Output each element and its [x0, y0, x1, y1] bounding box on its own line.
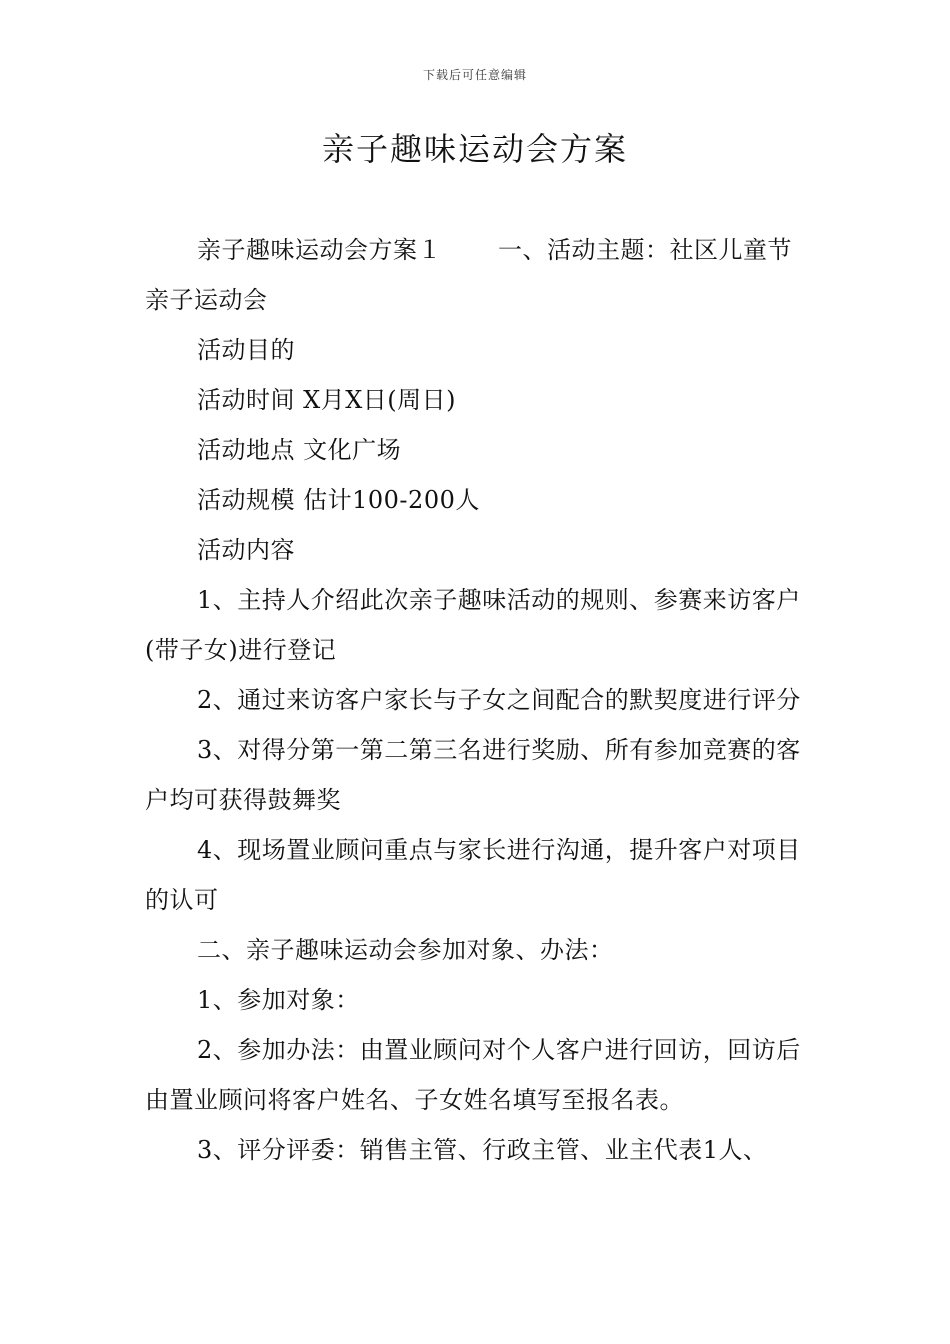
- intro-paragraph: [145, 225, 807, 325]
- paragraph-purpose: 活动目的: [197, 336, 295, 364]
- paragraph-scale: 活动规模 估计100-200人: [197, 486, 480, 514]
- paragraph-item-2: 2、通过来访客户家长与子女之间配合的默契度进行评分: [197, 686, 801, 714]
- intro-heading: 亲子趣味运动会方案１: [197, 236, 442, 264]
- section-two-heading: 二、亲子趣味运动会参加对象、办法：: [197, 936, 614, 964]
- paragraph-time: 活动时间 X月X日(周日): [197, 386, 457, 414]
- header-note: 下载后可任意编辑: [422, 68, 527, 82]
- document-body: [145, 225, 807, 1175]
- paragraph-item-3: 3、对得分第一第二第三名进行奖励、所有参加竞赛的客户均可获得鼓舞奖: [145, 736, 801, 814]
- document-title: 亲子趣味运动会方案: [321, 130, 628, 168]
- paragraph-item-1: 1、主持人介绍此次亲子趣味活动的规则、参赛来访客户(带子女)进行登记: [145, 586, 801, 664]
- participants: 1、参加对象：: [197, 986, 360, 1014]
- paragraph-content-heading: 活动内容: [197, 536, 295, 564]
- paragraph-item-4: 4、现场置业顾问重点与家长进行沟通，提升客户对项目的认可: [145, 836, 801, 914]
- participation-method: 2、参加办法：由置业顾问对个人客户进行回访，回访后由置业顾问将客户姓名、子女姓名填写至报名表。: [145, 1036, 801, 1114]
- judges: 3、评分评委：销售主管、行政主管、业主代表1人、: [197, 1136, 768, 1164]
- activity-theme: 一、活动主题：社区儿童节亲子运动会: [145, 236, 792, 314]
- paragraph-location: 活动地点 文化广场: [197, 436, 402, 464]
